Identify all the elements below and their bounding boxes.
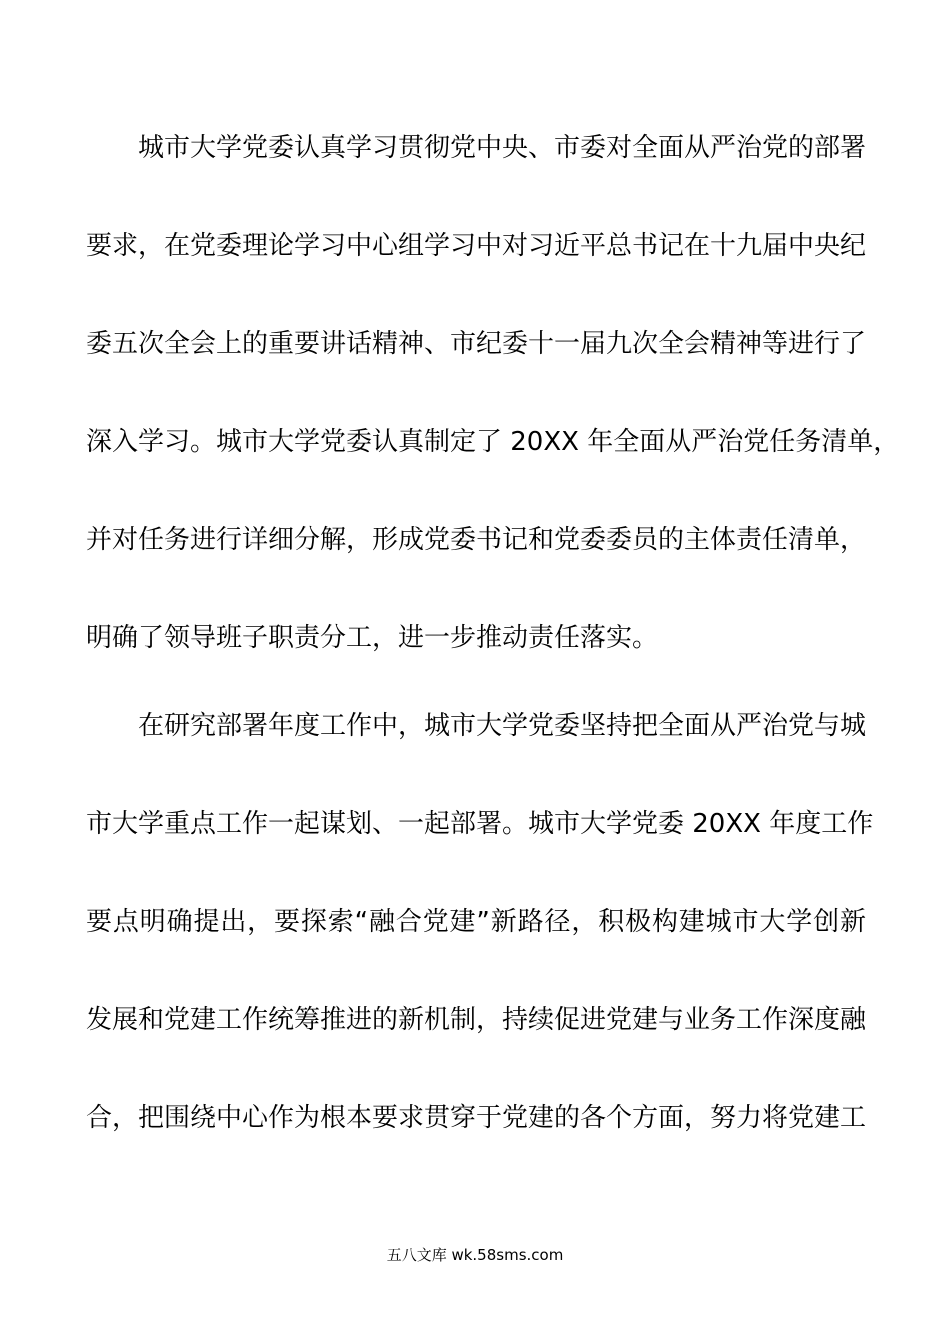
- paragraph-1-line-4: 深入学习。城市大学党委认真制定了 20XX 年全面从严治党任务清单，: [86, 427, 900, 457]
- paragraph-1-line-3: 委五次全会上的重要讲话精神、市纪委十一届九次全会精神等进行了: [86, 329, 867, 359]
- paragraph-2-line-1: 在研究部署年度工作中，城市大学党委坚持把全面从严治党与城: [138, 711, 867, 741]
- paragraph-1-line-2: 要求，在党委理论学习中心组学习中对习近平总书记在十九届中央纪: [86, 231, 867, 261]
- paragraph-1-line-6: 明确了领导班子职责分工，进一步推动责任落实。: [86, 623, 659, 653]
- paragraph-2-line-3: 要点明确提出，要探索“融合党建”新路径，积极构建城市大学创新: [86, 907, 866, 937]
- paragraph-1-line-1: 城市大学党委认真学习贯彻党中央、市委对全面从严治党的部署: [138, 133, 867, 163]
- paragraph-1-line-5: 并对任务进行详细分解，形成党委书记和党委委员的主体责任清单，: [86, 525, 867, 555]
- paragraph-2-line-5: 合，把围绕中心作为根本要求贯穿于党建的各个方面，努力将党建工: [86, 1103, 867, 1133]
- page-footer: 五八文库 wk.58sms.com: [386, 1246, 564, 1264]
- paragraph-2-line-2: 市大学重点工作一起谋划、一起部署。城市大学党委 20XX 年度工作: [86, 809, 874, 839]
- paragraph-2-line-4: 发展和党建工作统筹推进的新机制，持续促进党建与业务工作深度融: [86, 1005, 867, 1035]
